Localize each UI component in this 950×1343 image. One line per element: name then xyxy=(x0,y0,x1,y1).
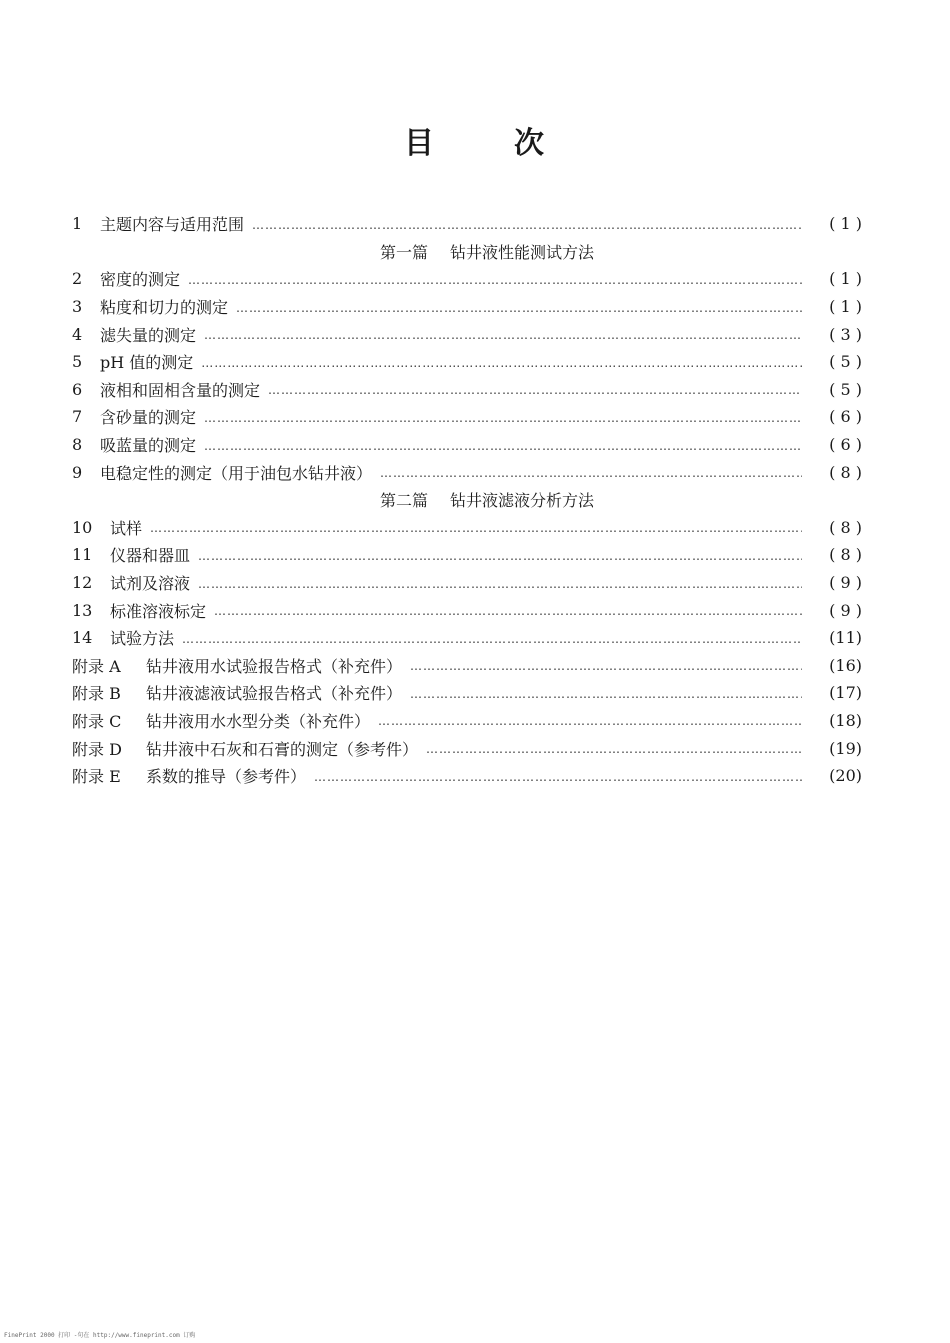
toc-entry[interactable] xyxy=(72,320,862,348)
dot-leader xyxy=(204,439,802,453)
toc-entry[interactable] xyxy=(72,541,862,569)
toc-entry[interactable] xyxy=(72,734,862,762)
title-char-1: 目 xyxy=(404,126,436,161)
toc-entry-number: 5 xyxy=(72,352,83,372)
toc-entry[interactable] xyxy=(72,569,862,597)
toc-entry-number: 附录 E xyxy=(72,767,121,787)
toc-entry-label: 试验方法 xyxy=(110,629,175,649)
toc-entry-label: 密度的测定 xyxy=(100,270,181,290)
dot-leader xyxy=(204,411,802,425)
toc-entry-label: 吸蓝量的测定 xyxy=(100,436,197,456)
toc-entry[interactable] xyxy=(72,679,862,707)
toc-entry[interactable] xyxy=(72,403,862,431)
dot-leader xyxy=(252,218,802,232)
dot-leader xyxy=(380,466,802,480)
part-number: 第二篇 xyxy=(379,491,428,511)
toc-entry-number: 6 xyxy=(72,379,83,399)
dot-leader xyxy=(410,659,802,673)
toc-entry[interactable] xyxy=(72,514,862,542)
toc-entry-number: 11 xyxy=(72,545,93,565)
toc-entry[interactable] xyxy=(72,596,862,624)
toc-entry-number: 1 xyxy=(72,214,83,234)
part-title: 钻井液滤液分析方法 xyxy=(450,491,595,511)
toc-entry-page: ( 6 ) xyxy=(829,435,862,455)
toc-entry-label: 仪器和器皿 xyxy=(110,546,191,566)
toc-entry-page: (17) xyxy=(829,683,862,703)
toc-entry-number: 12 xyxy=(72,573,93,593)
dot-leader xyxy=(198,549,802,563)
toc-entry[interactable] xyxy=(72,624,862,652)
part-number: 第一篇 xyxy=(379,242,428,262)
toc-entry-page: ( 1 ) xyxy=(829,214,862,234)
toc-entry[interactable] xyxy=(72,707,862,735)
toc-entry-page: ( 5 ) xyxy=(829,352,862,372)
dot-leader xyxy=(204,328,802,342)
toc-entry-page: (18) xyxy=(829,710,862,730)
toc-entry-number: 附录 C xyxy=(72,711,122,731)
toc-entry-number: 4 xyxy=(72,324,83,344)
footer-watermark: FinePrint 2000 打印 -句在 http://www.fineprint.com 订购 xyxy=(4,1332,196,1339)
toc-entry-label: 试样 xyxy=(110,518,143,538)
title-char-2: 次 xyxy=(514,126,546,161)
toc-entry-label: 钻井液用水水型分类（补充件） xyxy=(146,711,371,731)
toc-entry[interactable] xyxy=(72,431,862,459)
toc-entry[interactable] xyxy=(72,348,862,376)
dot-leader xyxy=(188,273,802,287)
dot-leader xyxy=(214,604,802,618)
toc-entry-number: 7 xyxy=(72,407,83,427)
toc-entry-label: 主题内容与适用范围 xyxy=(100,215,245,235)
dot-leader xyxy=(198,577,802,591)
toc-entry-label: 钻井液滤液试验报告格式（补充件） xyxy=(146,684,403,704)
toc-entry-number: 14 xyxy=(72,628,93,648)
toc-entry-page: ( 9 ) xyxy=(829,573,862,593)
toc-part-heading xyxy=(72,486,862,514)
toc-entry[interactable] xyxy=(72,652,862,680)
toc-entry-page: ( 6 ) xyxy=(829,407,862,427)
toc-entry-page: (19) xyxy=(829,738,862,758)
dot-leader xyxy=(426,742,802,756)
toc-entry-label: 钻井液用水试验报告格式（补充件） xyxy=(146,656,403,676)
toc-entry-label: 标准溶液标定 xyxy=(110,601,207,621)
toc-entry-number: 8 xyxy=(72,435,83,455)
toc-entry[interactable] xyxy=(72,293,862,321)
toc-entry-label: pH 值的测定 xyxy=(100,353,194,373)
toc-entry-page: (20) xyxy=(829,766,862,786)
toc-entry-label: 电稳定性的测定（用于油包水钻井液） xyxy=(100,463,373,483)
toc-entry-page: ( 3 ) xyxy=(829,324,862,344)
toc-entry-label: 粘度和切力的测定 xyxy=(100,298,229,318)
toc-entry-label: 含砂量的测定 xyxy=(100,408,197,428)
dot-leader xyxy=(201,356,802,370)
toc-entry[interactable] xyxy=(72,762,862,790)
toc-entry-label: 滤失量的测定 xyxy=(100,325,197,345)
dot-leader xyxy=(378,714,802,728)
dot-leader xyxy=(150,521,802,535)
toc-entry-page: ( 9 ) xyxy=(829,600,862,620)
toc-entry-number: 13 xyxy=(72,600,93,620)
toc-entry[interactable] xyxy=(72,265,862,293)
toc-entry-number: 附录 B xyxy=(72,684,121,704)
part-title: 钻井液性能测试方法 xyxy=(450,242,595,262)
toc-entry-page: (11) xyxy=(829,628,862,648)
toc-entry-page: ( 1 ) xyxy=(829,297,862,317)
toc-entry-page: ( 1 ) xyxy=(829,269,862,289)
dot-leader xyxy=(182,632,802,646)
toc-entry-number: 附录 D xyxy=(72,739,122,759)
dot-leader xyxy=(268,383,802,397)
toc-entry-page: ( 8 ) xyxy=(829,545,862,565)
toc-entry-page: (16) xyxy=(829,655,862,675)
toc-entry-page: ( 8 ) xyxy=(829,517,862,537)
toc-entry-page: ( 5 ) xyxy=(829,379,862,399)
table-of-contents xyxy=(72,210,862,789)
toc-entry-page: ( 8 ) xyxy=(829,462,862,482)
toc-entry[interactable] xyxy=(72,458,862,486)
dot-leader xyxy=(236,301,802,315)
toc-entry-label: 液相和固相含量的测定 xyxy=(100,380,261,400)
toc-entry-number: 附录 A xyxy=(72,656,121,676)
toc-entry-label: 系数的推导（参考件） xyxy=(146,767,307,787)
toc-part-heading xyxy=(72,238,862,266)
toc-entry-number: 2 xyxy=(72,269,83,289)
toc-entry-label: 钻井液中石灰和石膏的测定（参考件） xyxy=(146,739,419,759)
toc-entry-number: 10 xyxy=(72,517,93,537)
toc-entry[interactable] xyxy=(72,210,862,238)
dot-leader xyxy=(410,687,802,701)
toc-entry[interactable] xyxy=(72,376,862,404)
dot-leader xyxy=(314,770,802,784)
page-title xyxy=(0,118,950,162)
toc-entry-number: 9 xyxy=(72,462,83,482)
toc-entry-number: 3 xyxy=(72,297,83,317)
toc-entry-label: 试剂及溶液 xyxy=(110,574,191,594)
